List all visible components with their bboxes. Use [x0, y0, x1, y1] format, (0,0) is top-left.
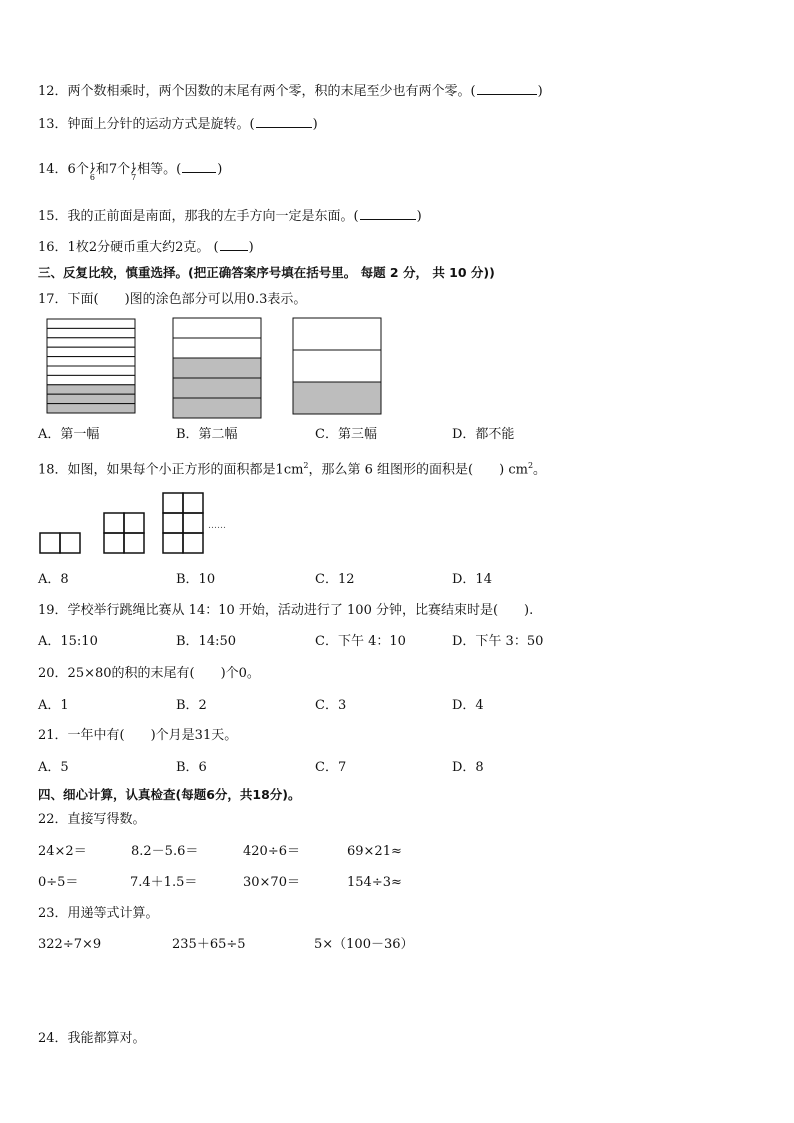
question-18-post: 。 [533, 462, 547, 478]
superscript: 2 [527, 461, 534, 470]
question-14 [38, 160, 223, 182]
paren-close: ) [416, 209, 422, 224]
stripe [47, 366, 135, 375]
fraction-numerator: 1 [89, 161, 95, 171]
q18-option-c[interactable]: C．12 [315, 572, 355, 587]
shaded-stripe [47, 394, 135, 403]
question-14-post: 相等。( [137, 162, 182, 177]
q17-option-d[interactable]: D．都不能 [452, 427, 515, 442]
stripe [47, 328, 135, 337]
q21-option-a[interactable]: A．5 [38, 760, 69, 775]
calc-item: 30×70＝ [243, 875, 300, 890]
stepwise-item: 235＋65÷5 [172, 937, 246, 952]
stripe [47, 347, 135, 356]
question-13-text: 13．钟面上分针的运动方式是旋转。( [38, 117, 255, 132]
q20-option-b[interactable]: B．2 [176, 698, 207, 713]
stripe [47, 357, 135, 366]
figure-1 [46, 318, 136, 414]
paren-close: ) [312, 117, 318, 132]
shaded-row [173, 358, 261, 378]
stripe [47, 375, 135, 384]
question-14-pre: 14．6个 [38, 162, 89, 177]
question-19-text: 19．学校举行跳绳比赛从 14：10 开始，活动进行了 100 分钟，比赛结束时是( ). [38, 603, 534, 618]
stepwise-item: 5×（100－36） [314, 937, 414, 952]
calc-item: 154÷3≈ [347, 875, 402, 890]
answer-blank[interactable] [182, 160, 216, 173]
question-17-text: 17．下面( )图的涂色部分可以用0.3表示。 [38, 292, 307, 307]
q20-option-a[interactable]: A．1 [38, 698, 69, 713]
question-18-pre: 18．如图，如果每个小正方形的面积都是1cm [38, 462, 304, 478]
q19-option-d[interactable]: D．下午 3：50 [452, 634, 544, 649]
q18-option-b[interactable]: B．10 [176, 572, 216, 587]
shaded-row [173, 378, 261, 398]
q18-option-d[interactable]: D．14 [452, 572, 492, 587]
fraction-numerator: 1 [131, 161, 137, 171]
paren-close: ) [248, 240, 254, 255]
question-16-text: 16．1枚2分硬币重大约2克。 ( [38, 240, 219, 255]
question-15 [38, 207, 422, 226]
stepwise-item: 322÷7×9 [38, 937, 102, 952]
superscript: 2 [303, 461, 309, 470]
answer-blank[interactable] [360, 207, 416, 220]
fraction-one-sixth [89, 161, 96, 182]
stripe [47, 338, 135, 347]
calc-item: 24×2＝ [38, 844, 87, 859]
q17-option-b[interactable]: B．第二幅 [176, 427, 238, 442]
q20-option-d[interactable]: D．4 [452, 698, 484, 713]
calc-item: 7.4＋1.5＝ [130, 875, 198, 890]
question-23-text: 23．用递等式计算。 [38, 906, 159, 921]
shaded-stripe [47, 404, 135, 413]
question-12 [38, 82, 543, 101]
row [173, 338, 261, 358]
q17-option-a[interactable]: A．第一幅 [38, 427, 100, 442]
question-14-mid: 和7个 [95, 162, 131, 177]
shaded-row [293, 382, 381, 414]
q21-option-b[interactable]: B．6 [176, 760, 207, 775]
row [293, 318, 381, 350]
row [293, 350, 381, 382]
q18-ellipsis: …… [208, 521, 226, 531]
paren-close: ) [537, 84, 543, 99]
shaded-row [173, 398, 261, 418]
question-24-text: 24．我能都算对。 [38, 1031, 146, 1046]
calc-item: 420÷6＝ [243, 844, 300, 859]
question-22-text: 22．直接写得数。 [38, 812, 146, 827]
fraction-one-seventh [130, 161, 137, 182]
q21-option-d[interactable]: D．8 [452, 760, 484, 775]
figure-3 [292, 317, 386, 417]
section-3-heading: 三、反复比较，慎重选择。(把正确答案序号填在括号里。 每题 2 分， 共 10 分)) [38, 265, 495, 280]
row [173, 318, 261, 338]
q21-option-c[interactable]: C．7 [315, 760, 347, 775]
question-15-text: 15．我的正前面是南面，那我的左手方向一定是东面。( [38, 209, 359, 224]
question-21-text: 21．一年中有( )个月是31天。 [38, 728, 238, 743]
question-18-mid: ，那么第 6 组图形的面积是( ) cm [308, 462, 528, 478]
q19-option-c[interactable]: C．下午 4：10 [315, 634, 406, 649]
question-18 [38, 457, 546, 479]
stripe [47, 319, 135, 328]
figure-2 [172, 317, 264, 419]
q19-option-b[interactable]: B．14:50 [176, 634, 237, 649]
section-4-heading: 四、细心计算，认真检查(每题6分，共18分)。 [38, 787, 301, 802]
answer-blank[interactable] [256, 115, 312, 128]
question-16 [38, 238, 254, 257]
question-12-text: 12．两个数相乘时，两个因数的末尾有两个零，积的末尾至少也有两个零。( [38, 84, 476, 99]
q17-option-c[interactable]: C．第三幅 [315, 427, 377, 442]
question-13 [38, 115, 318, 134]
calc-item: 69×21≈ [347, 844, 402, 859]
q19-option-a[interactable]: A．15:10 [38, 634, 98, 649]
calc-item: 0÷5＝ [38, 875, 79, 890]
question-20-text: 20．25×80的积的末尾有( )个0。 [38, 666, 260, 681]
answer-blank[interactable] [477, 82, 537, 95]
q20-option-c[interactable]: C．3 [315, 698, 347, 713]
fraction-denominator: 6 [89, 172, 95, 182]
answer-blank[interactable] [220, 238, 248, 251]
paren-close: ) [217, 162, 223, 177]
shaded-stripe [47, 385, 135, 394]
calc-item: 8.2－5.6＝ [131, 844, 199, 859]
q18-option-a[interactable]: A．8 [38, 572, 69, 587]
fraction-denominator: 7 [131, 172, 137, 182]
